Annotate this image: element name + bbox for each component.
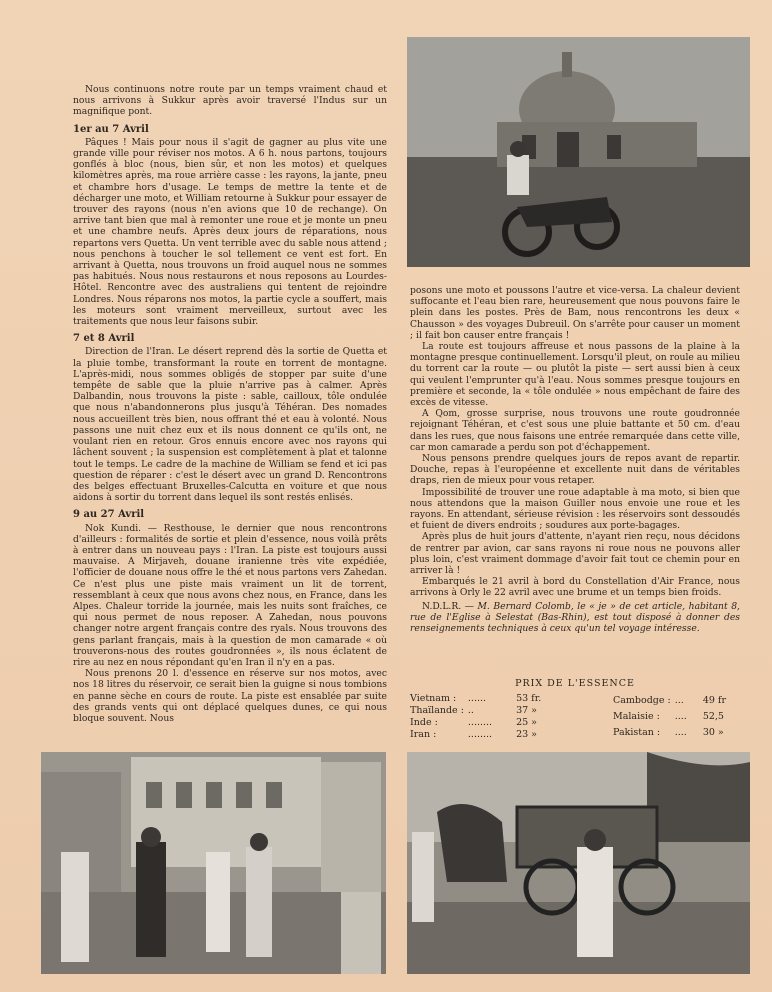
table-row — [410, 729, 545, 741]
article-right-column — [410, 285, 740, 634]
body-paragraph: Pâques ! Mais pour nous il s'agit de gagner au plus vite une grande ville pour réviser nos motos. A 6 h. nous partons, toujours gonflés à bloc (nous, bien sûr, et non les motos) et quelques kilomètres après, ma roue arrière casse : les rayons, la jante, pneu et chambre hors d'usage. Le temps de mettre la tente et de décharger une moto, et William retourne à Sukkur pour essayer de trouver des rayons (nous n'en avions que 10 de rechange). On arrive tant bien que mal à remonter une roue et je monte un pneu et une chambre neufs. Après deux jours de réparations, nous repartons vers Quetta. Un vent terrible avec du sable nous attend ; nous penchons à toucher le sol tellement ce vent est fort. En arrivant à Quetta, nous trouvons un froid auquel nous ne sommes pas habitués. Nous nous restaurons et nous reposons au Lourdes-Hôtel. Rencontre avec des australiens qui tentent de rejoindre Londres. Nous réparons nos motos, la partie cycle a souffert, mais les moteurs sont vraiment merveilleux, surtout avec les traitements que nous leur faisons subir. — [73, 136, 387, 328]
country-name: Thaïlande : — [410, 705, 464, 716]
leader-dots: .... — [674, 727, 687, 738]
body-paragraph: posons une moto et poussons l'autre et vice-versa. La chaleur devient suffocante et l'eau bien rare, heureusement que nous pouvons faire le plein dans les postes. Près de Bam, nous rencontrons les deux « Chausson » des voyages Dubreuil. On s'arrête pour causer un moment ; il fait bon causer entre français ! — [410, 285, 740, 341]
country-name: Pakistan : — [612, 727, 661, 738]
body-paragraph: Embarqués le 21 avril à bord du Constellation d'Air France, nous arrivons à Orly le 22 avril avec une brume et un temps bien froids. — [410, 576, 740, 599]
leader-dots: .... — [674, 711, 687, 722]
country-name: Vietnam : — [410, 693, 457, 704]
editor-note-prefix: N.D.L.R. — — [422, 600, 474, 612]
table-row — [613, 725, 730, 741]
body-paragraph: Nous prenons 20 l. d'essence en réserve sur nos motos, avec nos 18 litres du réservoir, ce serait bien la guigne si nous tombions en panne sèche en cours de route. La piste est ensablée par suite des grands vents qui ont déplacé quelques dunes, ce qui nous bloque souvent. Nous — [73, 668, 387, 724]
section-heading: 1er au 7 Avril — [73, 123, 149, 135]
article-left-column — [73, 84, 387, 724]
price-value: 49 fr — [702, 695, 726, 706]
editor-note — [410, 601, 740, 635]
fuel-price-box — [410, 678, 740, 741]
price-value: 52,5 — [702, 711, 724, 722]
leader-dots: ... — [674, 695, 684, 706]
leader-dots: ...... — [467, 693, 487, 704]
table-row — [410, 693, 545, 705]
photo-horse-cart — [407, 752, 750, 974]
fuel-price-table-left — [410, 693, 545, 741]
body-paragraph: Impossibilité de trouver une roue adaptable à ma moto, si bien que nous attendons que la maison Guiller nous envoie une roue et les rayons. En attendant, sérieuse révision : les réservoirs sont dessoudés et fuient de divers endroits ; soudures aux porte-bagages. — [410, 486, 740, 532]
country-name: Cambodge : — [612, 695, 671, 706]
country-name: Iran : — [410, 729, 437, 740]
body-paragraph: Après plus de huit jours d'attente, n'ayant rien reçu, nous décidons de rentrer par avion, car sans rayons ni roue nous ne pouvons aller plus loin, c'est vraiment dommage d'avoir fait tout ce chemin pour en arriver là ! — [410, 531, 740, 577]
table-row — [613, 709, 730, 725]
fuel-price-title: PRIX DE L'ESSENCE — [515, 678, 635, 689]
body-paragraph: Nok Kundi. — Resthouse, le dernier que nous rencontrons d'ailleurs : formalités de sortie et plein d'essence, nous voilà prêts à entrer dans un nouveau pays : l'Iran. La piste est toujours aussi mauvaise. A Mirjaveh, douane iranienne très vite expédiée, l'officier de douane nous offre le thé et nous partons vers Zahedan. Ce n'est plus une piste mais vraiment un lit de torrent, ressemblant à ceux que nous avons chez nous, en France, dans les Alpes. Chaleur torride la journée, mais les nuits sont fraîches, ce qui nous permet de nous reposer. A Zahedan, nous pouvons changer notre argent français contre des ryals. Nous trouvons des gens parlant français, mais à la question de mon camarade « où trouverons-nous des routes goudronnées », ils nous éclatent de rire au nez en nous répondant qu'en Iran il n'y en a pas. — [73, 522, 387, 668]
photo-street-scene-palace — [41, 752, 386, 974]
price-value: 30 » — [702, 727, 724, 738]
table-row — [613, 693, 730, 709]
intro-paragraph: Nous continuons notre route par un temps vraiment chaud et nous arrivons à Sukkur après avoir traversé l'Indus sur un magnifique pont. — [73, 84, 387, 118]
body-paragraph: La route est toujours affreuse et nous passons de la plaine à la montagne presque continuellement. Lorsqu'il pleut, on roule au milieu du torrent car la route — ou plutôt la piste — sert aussi bien à ceux qui veulent l'emprunter qu'à l'eau. Nous sommes presque toujours en première et seconde, la « tôle ondulée » nous empêchant de faire des excès de vitesse. — [410, 341, 740, 409]
body-paragraph: Nous pensons prendre quelques jours de repos avant de repartir. Douche, repas à l'européenne et excellente nuit dans de véritables draps, rien de mieux pour vous retaper. — [410, 453, 740, 487]
table-row — [410, 705, 545, 717]
leader-dots: ........ — [467, 729, 493, 740]
price-value: 25 » — [516, 717, 537, 728]
body-paragraph: A Qom, grosse surprise, nous trouvons une route goudronnée rejoignant Téhéran, et c'est sous une pluie battante et 50 cm. d'eau dans les rues, que nous faisons une entrée remarquée dans cette ville, car mon camarade a perdu son pot d'échappement. — [410, 408, 740, 453]
fuel-price-table-right — [613, 693, 730, 741]
leader-dots: .. — [467, 705, 474, 716]
table-row — [410, 717, 545, 729]
leader-dots: ........ — [467, 717, 493, 728]
country-name: Malaisie : — [612, 711, 660, 722]
country-name: Inde : — [410, 717, 438, 728]
section-heading: 7 et 8 Avril — [73, 333, 135, 345]
body-paragraph: Direction de l'Iran. Le désert reprend dès la sortie de Quetta et la pluie tombe, transformant la route en torrent de montagne. L'après-midi, nous sommes obligés de stopper par suite d'une tempête de sable que la pluie n'arrive pas à calmer. Après Dalbandin, nous trouvons la piste : sable, cailloux, tôle ondulée que nous n'abandonnerons plus jusqu'à Téhéran. Des nomades nous accueillent très bien, nous offrant thé et eau à volonté. Nous passons une nuit chez eux et ils nous donnent ce qu'ils ont, ne voulant rien en retour. Gros ennuis encore avec nos rayons qui lâchent souvent ; la suspension est complètement à plat et talonne tout le temps. Le cadre de la machine de William se fend et ici pas question de réparer : c'est le désert avec un grand D. Rencontrons des belges effectuant Bruxelles-Calcutta en voiture et que nous aidons à sortir du torrent dans lequel ils sont restés enlisés. — [73, 346, 387, 504]
section-heading: 9 au 27 Avril — [73, 509, 145, 521]
photo-domed-building-motorcycle — [407, 37, 750, 267]
editor-note-text: M. Bernard Colomb, le « je » de cet article, habitant 8, rue de l'Eglise à Selestat (Bas-Rhin), est tout disposé à donner des renseignements techniques à ceux qu'un tel voyage intéresse. — [410, 600, 740, 635]
price-value: 37 » — [516, 705, 537, 716]
price-value: 23 » — [516, 729, 537, 740]
price-value: 53 fr. — [516, 693, 542, 704]
